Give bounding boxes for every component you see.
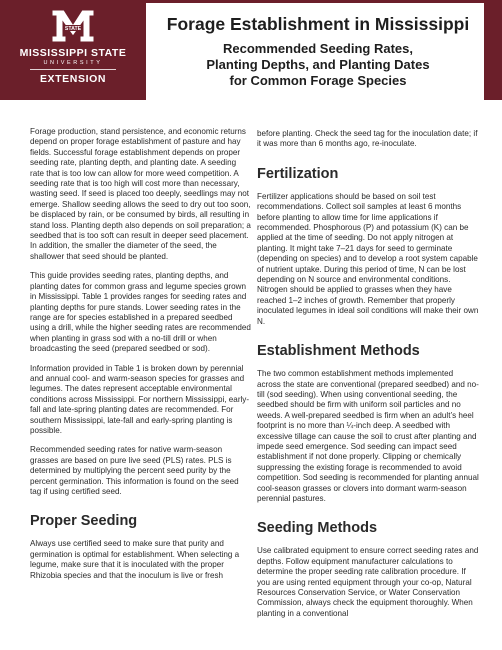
table-info-paragraph: Information provided in Table 1 is broken down by perennial and annual cool- and warm-season species for grasses and legumes. The dates represent acceptable environmental conditions across Mississippi. For northern Mississippi, early-fall and late-spring planting dates are recommended. For southern Mississippi, late-fall and early-spring planting is possible.	[30, 363, 250, 435]
brand-name: MISSISSIPPI STATE	[19, 47, 127, 59]
page-title: Forage Establishment in Mississippi	[166, 14, 470, 34]
header-accent-bar	[484, 0, 502, 100]
establishment-methods-heading: Establishment Methods	[257, 343, 420, 360]
fertilization-heading: Fertilization	[257, 165, 339, 182]
left-column	[30, 127, 252, 590]
establishment-methods-paragraph: The two common establishment methods implemented across the state are conventional (prepared seedbed) and no-till (sod seeding). When using conventional seeding, the seedbed should be firm with uniform soil particles and no weeds. A well-prepared seedbed is firm when an adult’s heel footprint is no more than ¼-inch deep. A seedbed with excessive tillage can cause the soil to crust after planting and impede seed emergence. Sod seeding can impact seed establishment if not done properly. Clipping or chemically suppressing the existing forage is recommended to avoid competition. Sod seeding is recommended for planting annual cool-season grasses or clovers into dormant warm-season perennial pastures.	[257, 369, 479, 503]
brand-extension: EXTENSION	[39, 73, 107, 85]
right-column	[257, 129, 479, 628]
brand-divider	[30, 69, 116, 70]
subtitle-line-1: Recommended Seeding Rates,	[223, 41, 413, 56]
header-rule	[146, 0, 502, 3]
pls-paragraph: Recommended seeding rates for native warm-season grasses are based on pure live seed (PLS) rates. PLS is determined by multiplying the percent seed purity by the percent germination. This information is found on the seed tag if using certified seed.	[30, 445, 239, 496]
brand-block	[0, 0, 146, 100]
svg-text:STATE: STATE	[64, 26, 82, 32]
subtitle-line-2: Planting Depths, and Planting Dates	[206, 57, 430, 72]
intro-paragraph: Forage production, stand persistence, and economic returns depend on proper forage establishment of pasture and hay fields. Successful forage establishment depends on proper seeding rate, planting depth, and planting date. A seeding rate that is too low can allow for more weed competition. A seeding rate that is too high will cost more than necessary, wasting seed. If seed is placed too deeply, seedlings may not emerge. Shallow seeding allows the seed to dry out too soon, be displaced by rain, or be consumed by birds, all resulting in stand loss. Planting depth also depends on soil preparation; a seedbed that is too soft can result in deeper seed placement. In addition, the smaller the diameter of the seed, the shallower that seed should be planted.	[30, 127, 251, 261]
proper-seeding-paragraph: Always use certified seed to make sure that purity and germination is optimal for establishment. When selecting a legume, make sure that it is inoculated with the proper Rhizobia species and that the inoculum is live or fresh	[30, 539, 240, 580]
brand-university: UNIVERSITY	[43, 60, 103, 66]
guide-paragraph: This guide provides seeding rates, planting depths, and planting dates for common grass and legume species grown in Mississippi. Table 1 provides ranges for seeding rates and planting depths for pure stands. Lower seeding rates in the range are for species established in a prepared seedbed using a drill, while the higher seeding rates are recommended when planting in grass sod with a no-till drill or when broadcasting the seed (prepared seedbed or sod).	[30, 271, 251, 354]
seeding-methods-paragraph: Use calibrated equipment to ensure correct seeding rates and depths. Follow equipment manufacturer calculations to determine the proper seeding rate calibration procedure. If you are using rented equipment through your co-op, Natural Resources Conservation Service, or Water Conservation Commission, always check the equipment thoroughly. When planting in a conventional	[257, 546, 479, 618]
seeding-methods-heading: Seeding Methods	[257, 520, 378, 537]
inoculation-paragraph: before planting. Check the seed tag for the inoculation date; if it was more than 6 months ago, re-inoculate.	[257, 129, 478, 149]
msu-logo-icon	[50, 8, 96, 44]
fertilization-paragraph: Fertilizer applications should be based on soil test recommendations. Collect soil samples at least 6 months before planting to allow time for lime applications if recommended. Phosphorous (P) and potassium (K) can be applied at the time of seeding. Do not apply nitrogen at planting. It might take 7–21 days for seed to germinate (depending on species) and to develop a root system capable of nutrient uptake. During this period of time, N can be lost depending on N source and environmental conditions. Nitrogen should be applied to grasses when they have reached 1–2 inches of growth. Remember that properly inoculated legumes in ideal soil conditions will make their own N.	[257, 191, 479, 326]
proper-seeding-heading: Proper Seeding	[30, 513, 138, 530]
subtitle-line-3: for Common Forage Species	[229, 73, 407, 88]
